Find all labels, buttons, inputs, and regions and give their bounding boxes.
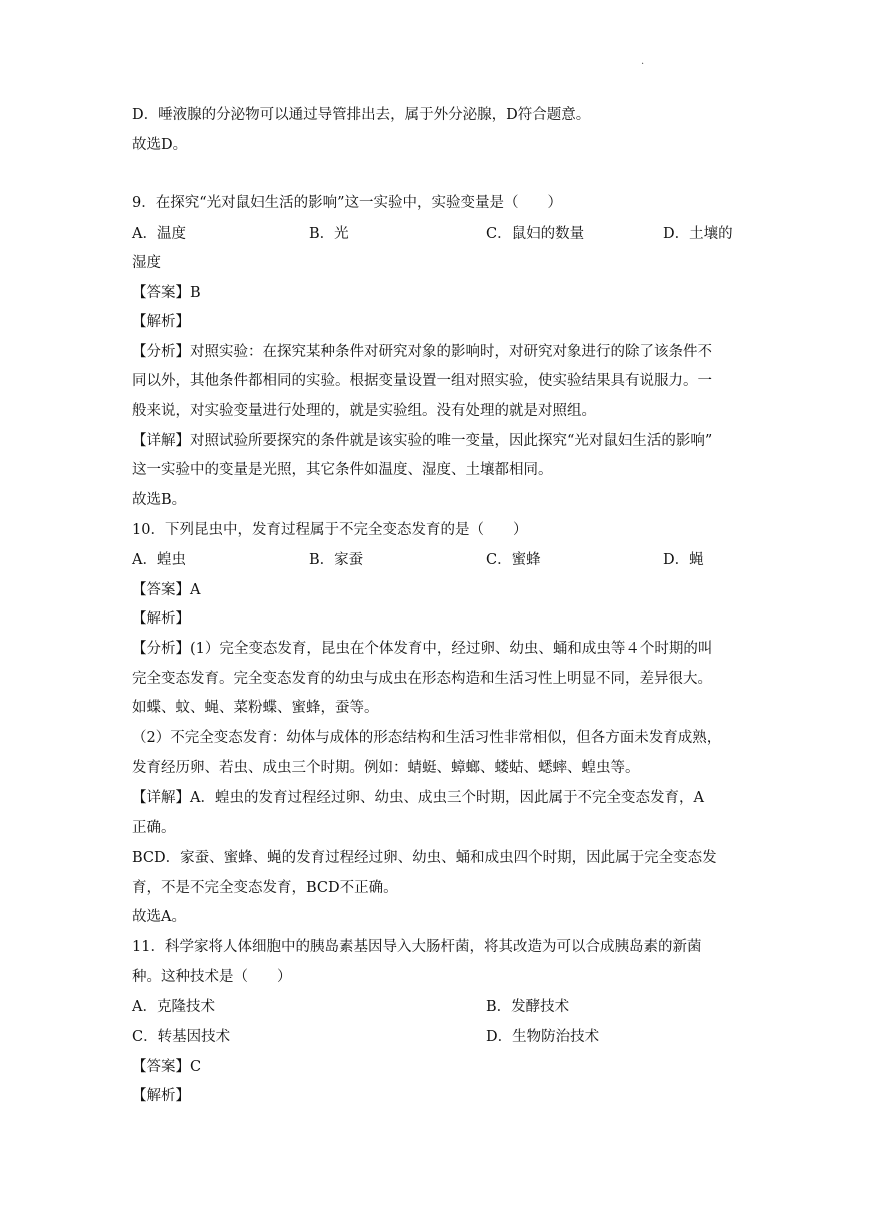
q9-option-d-wrap: 湿度	[132, 255, 161, 271]
q8-option-d-explanation: D．唾液腺的分泌物可以通过导管排出去，属于外分泌腺，D符合题意。	[132, 107, 591, 123]
q9-fenxi-line: 同以外，其他条件都相同的实验。根据变量设置一组对照实验，使实验结果具有说服力。一	[132, 373, 712, 389]
q10-xiangjie-line: 【详解】A．蝗虫的发育过程经过卵、幼虫、成虫三个时期，因此属于不完全变态发育，A	[132, 790, 704, 806]
q11-analysis-label: 【解析】	[132, 1088, 190, 1104]
q10-xiangjie-line: BCD．家蚕、蜜蜂、蝇的发育过程经过卵、幼虫、蛹和成虫四个时期，因此属于完全变态发	[132, 850, 717, 866]
q9-conclusion: 故选B。	[132, 492, 187, 508]
q11-option-b: B．发酵技术	[486, 999, 570, 1015]
q11-option-c: C．转基因技术	[132, 1029, 231, 1045]
q10-option-b: B．家蚕	[309, 552, 364, 568]
q9-option-d: D．土壤的	[663, 226, 733, 242]
q9-stem: 9．在探究“光对鼠妇生活的影响”这一实验中，实验变量是（ ）	[132, 195, 563, 211]
q10-xiangjie-line: 正确。	[132, 820, 176, 836]
q10-stem: 10．下列昆虫中，发育过程属于不完全变态发育的是（ ）	[132, 522, 528, 538]
q10-option-a: A．蝗虫	[132, 552, 186, 568]
q11-option-a: A．克隆技术	[132, 999, 215, 1015]
q9-option-a: A．温度	[132, 226, 186, 242]
q10-answer: 【答案】A	[132, 582, 201, 598]
q10-xiangjie-line: 育，不是不完全变态发育，BCD不正确。	[132, 880, 398, 896]
q11-stem-line: 11．科学家将人体细胞中的胰岛素基因导入大肠杆菌，将其改造为可以合成胰岛素的新菌	[132, 939, 702, 955]
q9-option-c: C．鼠妇的数量	[486, 226, 585, 242]
q11-option-d: D．生物防治技术	[486, 1029, 600, 1045]
q11-stem-line: 种。这种技术是（ ）	[132, 969, 292, 985]
q9-xiangjie-line: 【详解】对照试验所要探究的条件就是该实验的唯一变量，因此探究“光对鼠妇生活的影响”	[132, 433, 713, 449]
q9-analysis-label: 【解析】	[132, 314, 190, 330]
q10-fenxi-line: （2）不完全变态发育：幼体与成体的形态结构和生活习性非常相似，但各方面未发育成熟，	[132, 730, 722, 746]
q10-fenxi-line: 如蝶、蚊、蝇、菜粉蝶、蜜蜂，蚕等。	[132, 700, 379, 716]
q10-fenxi-line: 完全变态发育。完全变态发育的幼虫与成虫在形态构造和生活习性上明显不同，差异很大。	[132, 671, 712, 687]
q10-analysis-label: 【解析】	[132, 611, 190, 627]
q9-option-b: B．光	[309, 226, 349, 242]
q10-fenxi-line: 【分析】(1）完全变态发育，昆虫在个体发育中，经过卵、幼虫、蛹和成虫等４个时期的叫	[132, 641, 713, 657]
q10-option-c: C．蜜蜂	[486, 552, 541, 568]
q10-option-d: D．蝇	[663, 552, 704, 568]
q9-answer: 【答案】B	[132, 285, 201, 301]
q8-conclusion: 故选D。	[132, 137, 188, 153]
q9-fenxi-line: 般来说，对实验变量进行处理的，就是实验组。没有处理的就是对照组。	[132, 403, 596, 419]
q11-answer: 【答案】C	[132, 1059, 202, 1075]
q10-fenxi-line: 发育经历卵、若虫、成虫三个时期。例如：蜻蜓、蟑螂、蝼蛄、蟋蟀、蝗虫等。	[132, 760, 640, 776]
q9-xiangjie-line: 这一实验中的变量是光照，其它条件如温度、湿度、土壤都相同。	[132, 462, 553, 478]
q9-fenxi-line: 【分析】对照实验：在探究某种条件对研究对象的影响时，对研究对象进行的除了该条件不	[132, 344, 712, 360]
q10-conclusion: 故选A。	[132, 909, 186, 925]
header-mark: .	[641, 56, 645, 67]
